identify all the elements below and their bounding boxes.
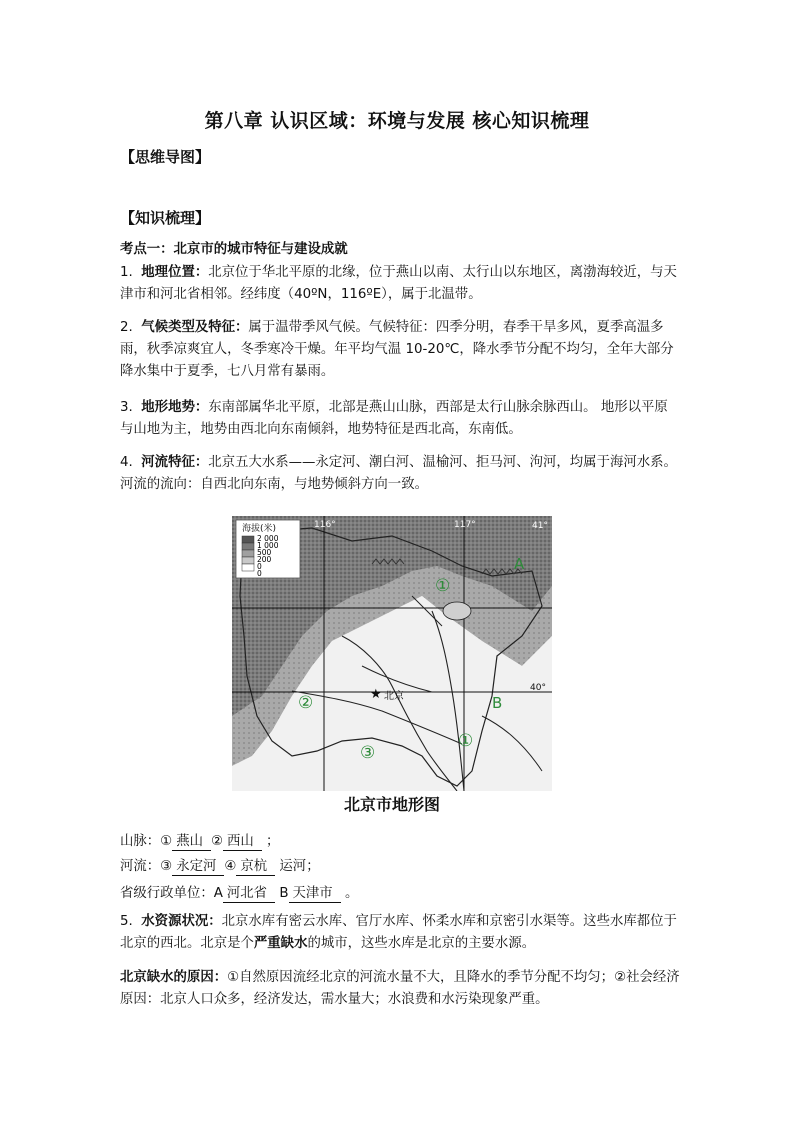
legend-swatch <box>242 564 254 571</box>
item-label: 地理位置： <box>141 265 209 280</box>
item-text: 东南部属华北平原，北部是燕山山脉，西部是太行山脉余脉西山。 地形以平原与山地为主，地势由西北向东南倾斜，地势特征是西北高，东南低。 <box>120 400 668 437</box>
answer-province-a: 河北省 <box>223 885 275 903</box>
legend-swatch <box>242 550 254 557</box>
legend-level: 200 <box>257 555 272 564</box>
shortage-text: ①自然原因流经北京的河流水量不大，且降水的季节分配不均匀；②社会经济原因：北京人口众多，经济发达，需水量大；水浪费和水污染现象严重。 <box>120 970 680 1007</box>
item-location <box>120 262 680 306</box>
marker-4-jinghang: ① <box>458 731 474 751</box>
item-number: 1. <box>120 265 133 280</box>
answer-mountain-1: 燕山 <box>172 833 211 851</box>
mindmap-heading: 【思维导图】 <box>120 148 211 166</box>
lon-label: 116° <box>314 520 336 530</box>
legend-swatch <box>242 557 254 564</box>
fill-label: 山脉： <box>120 834 161 849</box>
fill-label: 河流： <box>120 859 161 874</box>
item-number: 3. <box>120 400 133 415</box>
fill-punct: ； <box>266 834 280 849</box>
lat-label: 40° <box>530 683 546 693</box>
capital-star-icon: ★ <box>370 687 382 702</box>
fill-num: ① <box>160 834 173 849</box>
item-text: 属于温带季风气候。气候特征：四季分明，春季干旱多风，夏季高温多雨，秋季凉爽宜人，冬季寒冷干燥。年平均气温 10-20℃，降水季节分配不均匀，全年大部分降水集中于夏季，七八月常有暴雨。 <box>120 320 674 379</box>
item-number: 2. <box>120 320 133 335</box>
fill-num: ④ <box>224 859 237 874</box>
fill-num: ② <box>210 834 223 849</box>
legend-swatch <box>242 543 254 550</box>
item-number: 5. <box>120 914 133 929</box>
item-climate <box>120 317 680 383</box>
marker-2-xishan: ② <box>298 693 314 713</box>
item-bold-text: 严重缺水 <box>253 936 308 951</box>
answer-river-3: 永定河 <box>172 858 224 876</box>
fill-mountains <box>120 831 680 853</box>
item-text: 的城市，这些水库是北京的主要水源。 <box>307 936 536 951</box>
fill-admin <box>120 883 680 905</box>
answer-province-b: 天津市 <box>289 885 341 903</box>
item-label: 水资源状况： <box>141 914 222 929</box>
item-rivers <box>120 452 680 496</box>
fill-punct: 。 <box>344 886 359 901</box>
legend-level: 1 000 <box>257 541 279 550</box>
item-label: 地形地势： <box>141 400 209 415</box>
lat-label: 41° <box>532 521 548 531</box>
item-number: 4. <box>120 455 133 470</box>
answer-river-4: 京杭 <box>236 858 275 876</box>
item-text: 北京五大水系——永定河、潮白河、温榆河、拒马河、泃河，均属于海河水系。河流的流向：自西北向东南，与地势倾斜方向一致。 <box>120 455 677 492</box>
answer-mountain-2: 西山 <box>223 833 262 851</box>
item-text: 北京位于华北平原的北缘，位于燕山以南、太行山以东地区，离渤海较近，与天津市和河北省相邻。经纬度（40ºN，116ºE），属于北温带。 <box>120 265 677 302</box>
item-water <box>120 911 680 955</box>
legend-title: 海拔(米) <box>242 524 277 534</box>
fill-rivers <box>120 856 680 878</box>
shortage-label: 北京缺水的原因： <box>120 970 228 985</box>
fill-num: ③ <box>160 859 173 874</box>
knowledge-heading: 【知识梳理】 <box>120 209 211 227</box>
marker-3-yongdinghe: ③ <box>360 743 376 763</box>
reservoir-shape <box>443 602 471 620</box>
item-terrain <box>120 397 680 441</box>
legend-swatch <box>242 536 254 543</box>
lon-label: 117° <box>454 520 476 530</box>
fill-label: B <box>279 886 289 901</box>
item-label: 气候类型及特征： <box>141 320 249 335</box>
fill-label: 省级行政单位：A <box>120 886 223 901</box>
item-text: 北京水库有密云水库、官厅水库、怀柔水库和京密引水渠等。这些水库都位于北京的西北。北京是个 <box>120 914 677 951</box>
fill-punct: 运河； <box>279 859 320 874</box>
legend-level: 2 000 <box>257 534 279 543</box>
marker-1-yanshan: ① <box>435 576 451 596</box>
topic-heading: 考点一：北京市的城市特征与建设成就 <box>120 242 348 257</box>
legend-level: 0 <box>257 562 262 571</box>
item-label: 河流特征： <box>141 455 209 470</box>
city-label: 北京 <box>384 691 404 702</box>
page-title: 第八章 认识区域：环境与发展 核心知识梳理 <box>204 110 590 132</box>
map-caption: 北京市地形图 <box>343 795 440 814</box>
legend-level: 0 <box>257 569 262 578</box>
marker-b: B <box>492 694 503 712</box>
marker-a: A <box>514 555 525 573</box>
legend-level: 500 <box>257 548 272 557</box>
terrain-map <box>232 516 552 826</box>
water-shortage-reasons <box>120 967 680 1011</box>
terrain-map-svg <box>232 516 552 791</box>
